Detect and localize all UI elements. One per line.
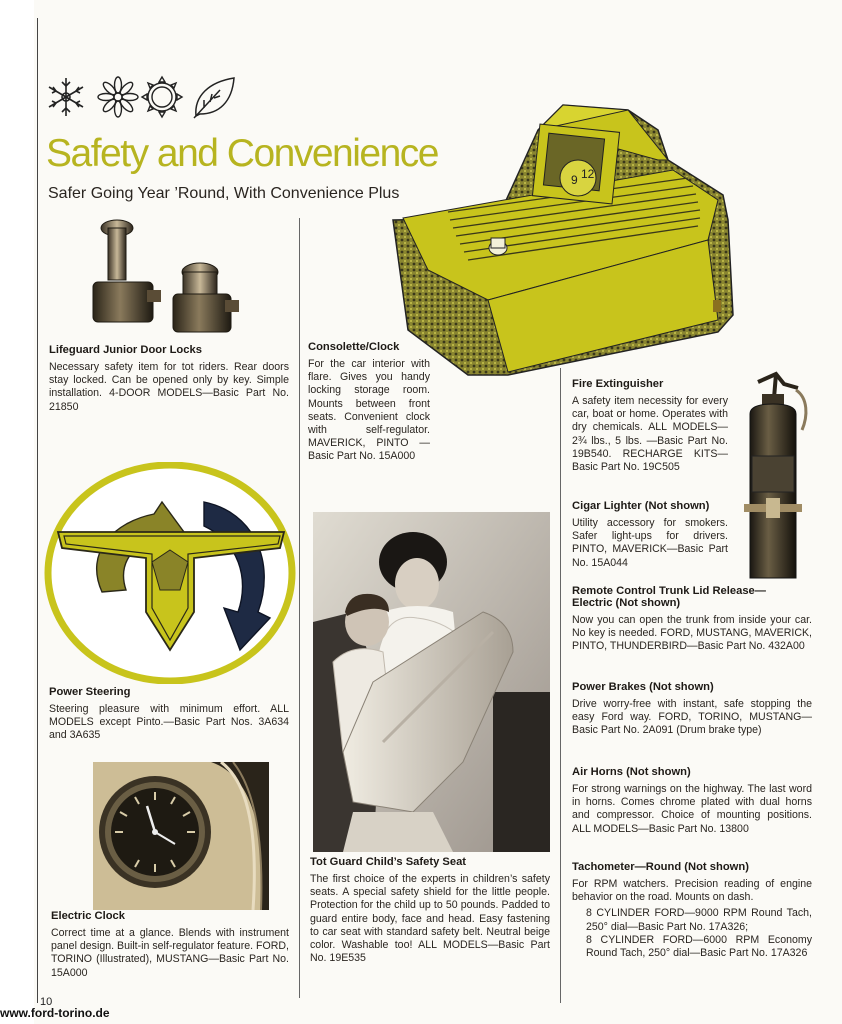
tachometer-line-2: 8 CYLINDER FORD—6000 RPM Economy Round Tach, 250° dial—Basic Part No. 17A326 xyxy=(586,933,812,960)
door-locks-body: Necessary safety item for tot riders. Rear doors stay locked. Can be opened only by key. Simple installation. 4-DOOR MODELS—Basic Part No. 21850 xyxy=(49,361,289,413)
tachometer-title: Tachometer—Round (Not shown) xyxy=(572,861,749,873)
air-horns-section xyxy=(572,766,812,836)
cigar-lighter-section xyxy=(572,500,728,570)
watermark-link[interactable]: www.ford-torino.de xyxy=(0,1006,110,1020)
leaf-icon xyxy=(194,78,234,118)
power-steering-title: Power Steering xyxy=(49,686,131,698)
tot-guard-body: The first choice of the experts in children’s safety seats. A special safety shield for the little people. Protection for the child up to 50 pounds. Padded to guard entire body, face and head. Easy fastening to car seat with standard safety belt. Neutral beige color. Washable too! ALL MODELS—Basic Part No. 19E535 xyxy=(310,873,550,965)
door-locks-title: Lifeguard Junior Door Locks xyxy=(49,344,202,356)
fire-extinguisher-section xyxy=(572,378,728,474)
power-steering-section xyxy=(49,686,289,743)
svg-text:12: 12 xyxy=(581,167,595,181)
power-steering-body: Steering pleasure with minimum effort. ALL MODELS except Pinto.—Basic Part Nos. 3A634 and 3A635 xyxy=(49,703,289,742)
consolette-section xyxy=(308,341,430,464)
column-rule-2 xyxy=(560,368,561,1003)
fire-extinguisher-image xyxy=(736,368,816,588)
page-number: 10 xyxy=(40,996,53,1008)
tot-guard-section xyxy=(310,856,550,965)
air-horns-body: For strong warnings on the highway. The last word in horns. Comes chrome plated with dual horns and compressor. Choice of mounting positions. ALL MODELS—Basic Part No. 13800 xyxy=(572,783,812,835)
cigar-lighter-body: Utility accessory for smokers. Safer light-ups for drivers. PINTO, MAVERICK—Basic Part No. 15A044 xyxy=(572,517,728,569)
season-icons xyxy=(44,74,244,120)
page-left-rule xyxy=(37,18,38,1003)
consolette-body: For the car interior with flare. Gives you handy locking storage room. Mounts between front seats. Convenient clock with self-regulator. MAVERICK, PINTO —Basic Part No. 15A000 xyxy=(308,358,430,463)
trunk-release-section xyxy=(572,585,812,654)
door-locks-image xyxy=(85,212,245,342)
consolette-image xyxy=(388,100,768,390)
page-subtitle: Safer Going Year ’Round, With Convenience Plus xyxy=(48,185,400,202)
door-locks-section xyxy=(49,344,289,414)
tachometer-body: For RPM watchers. Precision reading of engine behavior on the road. Mounts on dash. xyxy=(572,878,812,904)
consolette-title: Consolette/Clock xyxy=(308,341,400,353)
electric-clock-image xyxy=(93,762,269,910)
fire-extinguisher-body: A safety item necessity for every car, boat or home. Operates with dry chemicals. ALL MODELS—2¾ lbs., 5 lbs. —Basic Part No. 19B540. RECHARGE KITS—Basic Part No. 19C505 xyxy=(572,395,728,474)
power-brakes-section xyxy=(572,681,812,738)
tachometer-line-1: 8 CYLINDER FORD—9000 RPM Round Tach, 250° dial—Basic Part No. 17A326; xyxy=(586,907,812,933)
cigar-lighter-title: Cigar Lighter (Not shown) xyxy=(572,500,710,512)
fire-extinguisher-title: Fire Extinguisher xyxy=(572,378,664,390)
flower-icon xyxy=(98,77,138,117)
page-title: Safety and Convenience xyxy=(46,132,438,175)
tot-guard-title: Tot Guard Child’s Safety Seat xyxy=(310,856,467,868)
tachometer-section xyxy=(572,861,812,960)
air-horns-title: Air Horns (Not shown) xyxy=(572,766,691,778)
power-steering-image xyxy=(44,462,296,684)
trunk-release-body: Now you can open the trunk from inside your car. No key is needed. FORD, MUSTANG, MAVERICK, PINTO, THUNDERBIRD—Basic Part No. 432A00 xyxy=(572,614,812,653)
power-brakes-title: Power Brakes (Not shown) xyxy=(572,681,714,693)
trunk-release-title: Remote Control Trunk Lid Release—Electric (Not shown) xyxy=(572,585,766,609)
tot-guard-image xyxy=(313,512,550,852)
snowflake-icon xyxy=(49,78,83,116)
column-rule-1 xyxy=(299,218,300,998)
electric-clock-title: Electric Clock xyxy=(51,910,125,922)
electric-clock-section xyxy=(51,910,289,980)
sun-icon xyxy=(142,77,182,117)
electric-clock-body: Correct time at a glance. Blends with instrument panel design. Built-in self-regulator feature. FORD, TORINO (Illustrated), MUSTANG—Basic Part No. 15A000 xyxy=(51,927,289,979)
power-brakes-body: Drive worry-free with instant, safe stopping the easy Ford way. FORD, TORINO, MUSTANG—Basic Part No. 2A091 (Drum brake type) xyxy=(572,698,812,737)
svg-text:9: 9 xyxy=(571,173,578,187)
